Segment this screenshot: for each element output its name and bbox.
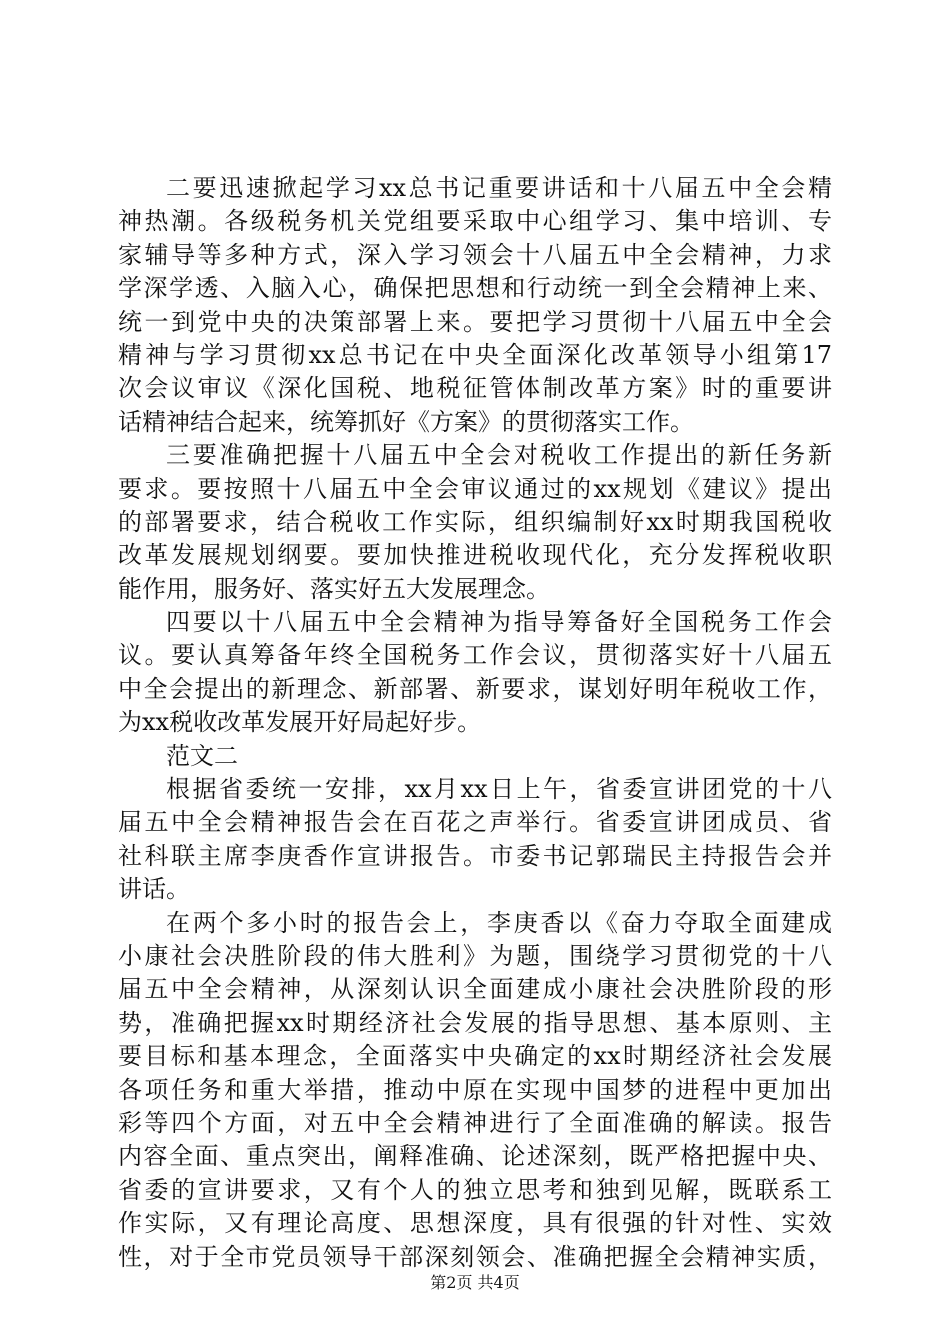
text-line: 范文二 (166, 741, 238, 770)
text-line: 届五中全会精神，从深刻认识全面建成小康社会决胜阶段的形 (118, 975, 832, 1004)
page-footer: 第2页 共4页 (430, 1273, 520, 1292)
text-line: 性，对于全市党员领导干部深刻领会、准确把握全会精神实质， (118, 1242, 832, 1271)
text-line: 彩等四个方面，对五中全会精神进行了全面准确的解读。报告 (118, 1108, 832, 1137)
text-line: 要求。要按照十八届五中全会审议通过的xx规划《建议》提出 (118, 474, 832, 503)
text-line: 要目标和基本理念，全面落实中央确定的xx时期经济社会发展 (118, 1042, 832, 1071)
text-line: 届五中全会精神报告会在百花之声举行。省委宣讲团成员、省 (118, 808, 832, 837)
text-line: 省委的宣讲要求，又有个人的独立思考和独到见解，既联系工 (118, 1175, 832, 1204)
text-line: 家辅导等多种方式，深入学习领会十八届五中全会精神，力求 (118, 240, 832, 269)
text-line: 势，准确把握xx时期经济社会发展的指导思想、基本原则、主 (118, 1008, 832, 1037)
text-line: 为xx税收改革发展开好局起好步。 (118, 708, 482, 737)
text-line: 议。要认真筹备年终全国税务工作会议，贯彻落实好十八届五 (118, 641, 832, 670)
text-line: 各项任务和重大举措，推动中原在实现中国梦的进程中更加出 (118, 1075, 832, 1104)
text-line: 神热潮。各级税务机关党组要采取中心组学习、集中培训、专 (118, 207, 832, 236)
text-line: 话精神结合起来，统筹抓好《方案》的贯彻落实工作。 (118, 407, 694, 436)
text-line: 在两个多小时的报告会上，李庚香以《奋力夺取全面建成 (166, 908, 832, 937)
text-line: 学深学透、入脑入心，确保把思想和行动统一到全会精神上来、 (118, 274, 832, 303)
document-body (118, 172, 832, 1274)
text-line: 小康社会决胜阶段的伟大胜利》为题，围绕学习贯彻党的十八 (118, 941, 832, 970)
text-line: 根据省委统一安排，xx月xx日上午，省委宣讲团党的十八 (166, 775, 832, 804)
text-line: 中全会提出的新理念、新部署、新要求，谋划好明年税收工作， (118, 674, 832, 703)
text-line: 作实际，又有理论高度、思想深度，具有很强的针对性、实效 (118, 1209, 832, 1238)
text-line: 精神与学习贯彻xx总书记在中央全面深化改革领导小组第17 (118, 340, 832, 369)
text-line: 次会议审议《深化国税、地税征管体制改革方案》时的重要讲 (118, 374, 832, 403)
text-line: 三要准确把握十八届五中全会对税收工作提出的新任务新 (166, 441, 832, 470)
text-line: 二要迅速掀起学习xx总书记重要讲话和十八届五中全会精 (166, 174, 832, 202)
text-line: 四要以十八届五中全会精神为指导筹备好全国税务工作会 (166, 608, 832, 637)
text-line: 改革发展规划纲要。要加快推进税收现代化，充分发挥税收职 (118, 541, 832, 570)
text-line: 能作用，服务好、落实好五大发展理念。 (118, 574, 550, 603)
text-line: 社科联主席李庚香作宣讲报告。市委书记郭瑞民主持报告会并 (118, 841, 832, 870)
text-line: 讲话。 (118, 875, 190, 904)
text-line: 的部署要求，结合税收工作实际，组织编制好xx时期我国税收 (118, 507, 832, 536)
text-line: 内容全面、重点突出，阐释准确、论述深刻，既严格把握中央、 (118, 1142, 832, 1171)
text-line: 统一到党中央的决策部署上来。要把学习贯彻十八届五中全会 (118, 307, 832, 336)
